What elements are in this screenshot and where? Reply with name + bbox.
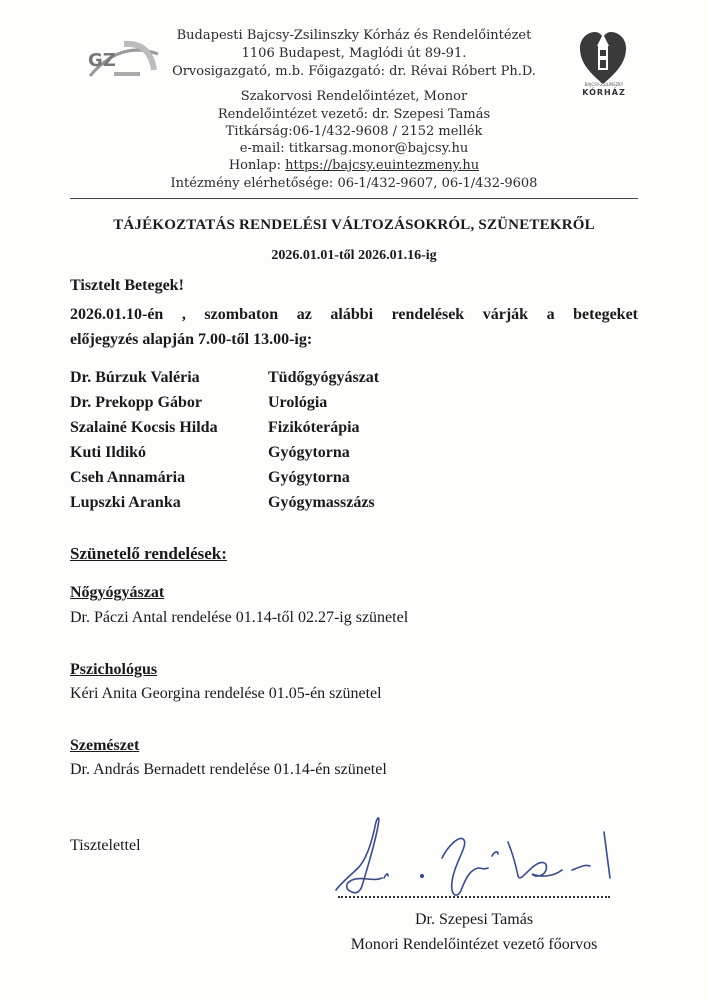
- signatory-name: Dr. Szepesi Tamás: [414, 911, 534, 928]
- doctor-name: Szalainé Kocsis Hilda: [70, 419, 218, 436]
- gynecology-notice: Dr. Páczi Antal rendelése 01.14-től 02.27-ig szünetel: [70, 609, 409, 626]
- closing-salutation: Tisztelettel: [70, 837, 141, 854]
- website-line: [0, 158, 708, 173]
- ophthalmology-notice: Dr. András Bernadett rendelése 01.14-én szünetel: [70, 761, 387, 778]
- greeting: Tisztelt Betegek!: [70, 277, 184, 294]
- website-label: Honlap:: [228, 158, 286, 173]
- doctor-specialty: Urológia: [268, 394, 328, 411]
- website-link[interactable]: https://bajcsy.euintezmeny.hu: [285, 158, 480, 173]
- contact-line: Intézmény elérhetősége: 06-1/432-9607, 06-1/432-9608: [170, 176, 538, 191]
- intro-line-1: 2026.01.10-én , szombaton az alábbi rendelések várják a betegeket: [70, 306, 638, 323]
- secretary-phone: Titkárság:06-1/432-9608 / 2152 mellék: [225, 124, 483, 139]
- doctor-name: Dr. Prekopp Gábor: [70, 394, 203, 411]
- org-address: 1106 Budapest, Maglódi út 89-91.: [241, 46, 467, 61]
- signature-dotted-line: [338, 896, 610, 898]
- doctor-row: [70, 394, 570, 419]
- handwritten-signature: [322, 812, 622, 902]
- org-name: Budapesti Bajcsy-Zsilinszky Kórház és Rendelőintézet: [176, 28, 532, 43]
- doctor-specialty: Tüdőgyógyászat: [268, 369, 380, 386]
- doctor-name: Dr. Búrzuk Valéria: [70, 369, 200, 386]
- header-divider: [70, 198, 638, 199]
- dept-gynecology: Nőgyógyászat: [70, 584, 165, 601]
- signatory-title: Monori Rendelőintézet vezető főorvos: [350, 936, 598, 953]
- doctor-row: [70, 469, 570, 494]
- psychologist-notice: Kéri Anita Georgina rendelése 01.05-én szünetel: [70, 685, 382, 702]
- paused-heading: Szünetelő rendelések:: [70, 544, 227, 563]
- org-director: Orvosigazgató, m.b. Főigazgató: dr. Révai Róbert Ph.D.: [172, 64, 536, 79]
- doctor-row: [70, 444, 570, 469]
- doctor-row: [70, 419, 570, 444]
- heart-logo-small-caption: BAJCSY-ZSILINSZKY: [584, 82, 624, 87]
- email-line: e-mail: titkarsag.monor@bajcsy.hu: [239, 141, 469, 156]
- gz-logo-letters: GZ: [88, 50, 116, 71]
- intro-line-2: előjegyzés alapján 7.00-től 13.00-ig:: [70, 331, 313, 348]
- dept-ophthalmology: Szemészet: [70, 737, 140, 754]
- doctor-name: Lupszki Aranka: [70, 494, 181, 511]
- unit-head: Rendelőintézet vezető: dr. Szepesi Tamás: [217, 107, 491, 122]
- doctor-name: Kuti Ildikó: [70, 444, 147, 461]
- heart-logo-caption: KÓRHÁZ: [582, 88, 626, 97]
- notice-date-range: 2026.01.01-től 2026.01.16-ig: [271, 248, 437, 263]
- doctor-specialty: Gyógytorna: [268, 469, 350, 486]
- doctor-name: Cseh Annamária: [70, 469, 186, 486]
- saturday-doctor-list: [70, 369, 570, 519]
- unit-name: Szakorvosi Rendelőintézet, Monor: [240, 89, 468, 104]
- doctor-specialty: Fizikóterápia: [268, 419, 360, 436]
- notice-title: TÁJÉKOZTATÁS RENDELÉSI VÁLTOZÁSOKRÓL, SZÜNETEKRŐL: [113, 217, 595, 233]
- dept-psychologist: Pszichológus: [70, 661, 158, 678]
- intro-paragraph: [70, 302, 638, 352]
- doctor-specialty: Gyógymasszázs: [268, 494, 375, 511]
- doctor-specialty: Gyógytorna: [268, 444, 350, 461]
- doctor-row: [70, 494, 570, 519]
- doctor-row: [70, 369, 570, 394]
